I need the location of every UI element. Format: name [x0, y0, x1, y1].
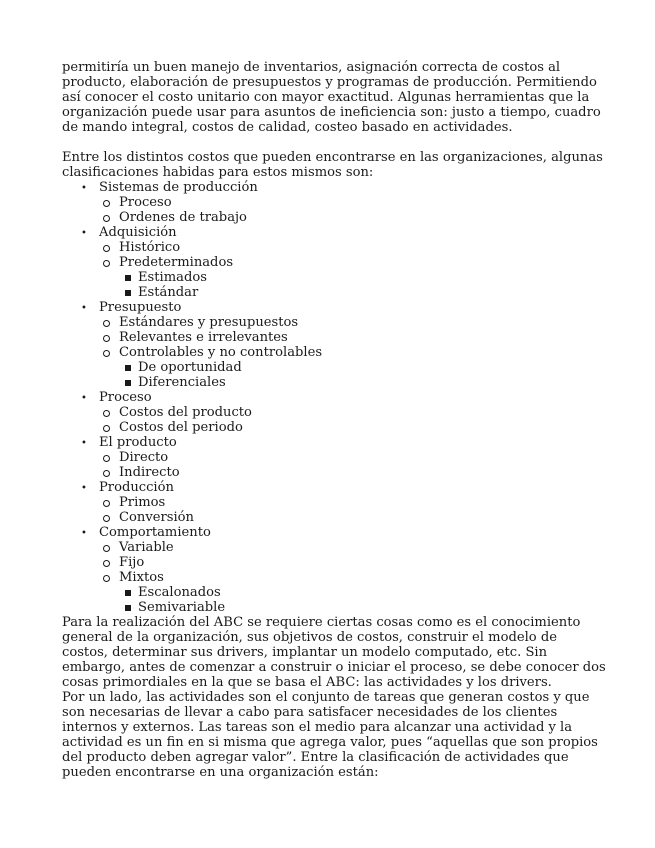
list-item: [119, 285, 622, 300]
list-item-label: Mixtos: [119, 570, 164, 585]
list-item-label: Semivariable: [138, 600, 226, 615]
list-item: [99, 240, 622, 255]
list-item: [119, 585, 622, 600]
list-item: [99, 510, 622, 525]
sublist: [99, 495, 622, 525]
text-line: así conocer el costo unitario con mayor exactitud. Algunas herramientas que la: [62, 90, 590, 105]
list-item-label: El producto: [99, 435, 177, 450]
classification-list: [62, 180, 622, 615]
bullet-circle-icon: [103, 425, 110, 432]
list-intro-paragraph: [62, 150, 622, 180]
list-item: [99, 210, 622, 225]
bullet-disc-icon: [80, 480, 88, 496]
list-item-label: De oportunidad: [138, 360, 242, 375]
list-item: [62, 390, 622, 435]
bullet-circle-icon: [103, 335, 110, 342]
text-line: embargo, antes de comenzar a construir o iniciar el proceso, se debe conocer dos: [62, 660, 606, 675]
text-line: internos y externos. Las tareas son el medio para alcanzar una actividad y la: [62, 720, 573, 735]
text-line: general de la organización, sus objetivos de costos, construir el modelo de: [62, 630, 557, 645]
list-item-label: Estimados: [138, 270, 207, 285]
list-item: [99, 195, 622, 210]
sublist: [119, 270, 622, 300]
list-item-label: Histórico: [119, 240, 181, 255]
list-item: [99, 495, 622, 510]
list-item: [99, 555, 622, 570]
text-line: clasificaciones habidas para estos mismos son:: [62, 165, 374, 180]
intro-paragraph: [62, 60, 622, 135]
sublist: [99, 315, 622, 390]
list-item-label: Conversión: [119, 510, 194, 525]
list-item: [62, 480, 622, 525]
list-item: [99, 405, 622, 420]
list-item: [99, 345, 622, 390]
list-item: [99, 315, 622, 330]
list-item: [99, 540, 622, 555]
list-item-label: Presupuesto: [99, 300, 182, 315]
bullet-circle-icon: [103, 215, 110, 222]
sublist: [119, 360, 622, 390]
list-item: [99, 450, 622, 465]
text-line: cosas primordiales en la que se basa el ABC: las actividades y los drivers.: [62, 675, 552, 690]
sublist: [99, 240, 622, 300]
list-item: [99, 570, 622, 615]
bullet-circle-icon: [103, 500, 110, 507]
list-item-label: Fijo: [119, 555, 145, 570]
list-item-label: Costos del periodo: [119, 420, 243, 435]
list-item-label: Proceso: [99, 390, 152, 405]
list-item-label: Directo: [119, 450, 169, 465]
bullet-circle-icon: [103, 470, 110, 477]
text-line: Para la realización del ABC se requiere ciertas cosas como es el conocimiento: [62, 615, 581, 630]
list-item-label: Proceso: [119, 195, 172, 210]
bullet-circle-icon: [103, 560, 110, 567]
bullet-circle-icon: [103, 410, 110, 417]
list-item: [99, 330, 622, 345]
list-item-label: Controlables y no controlables: [119, 345, 323, 360]
sublist: [99, 195, 622, 225]
abc-paragraph: [62, 615, 622, 690]
sublist: [99, 450, 622, 480]
list-item-label: Costos del producto: [119, 405, 252, 420]
sublist: [99, 405, 622, 435]
bullet-square-icon: [125, 605, 131, 611]
list-item-label: Variable: [119, 540, 174, 555]
list-item: [62, 525, 622, 615]
list-item-label: Estándares y presupuestos: [119, 315, 299, 330]
list-item: [119, 360, 622, 375]
list-item-label: Primos: [119, 495, 166, 510]
list-item: [119, 375, 622, 390]
list-item-label: Indirecto: [119, 465, 180, 480]
bullet-square-icon: [125, 290, 131, 296]
list-item-label: Escalonados: [138, 585, 221, 600]
bullet-circle-icon: [103, 515, 110, 522]
list-item-label: Estándar: [138, 285, 199, 300]
text-line: de mando integral, costos de calidad, costeo basado en actividades.: [62, 120, 513, 135]
bullet-circle-icon: [103, 200, 110, 207]
list-item-label: Producción: [99, 480, 174, 495]
sublist: [99, 540, 622, 615]
bullet-disc-icon: [80, 300, 88, 316]
text-line: son necesarias de llevar a cabo para satisfacer necesidades de los clientes: [62, 705, 558, 720]
list-item-label: Adquisición: [99, 225, 177, 240]
text-line: organización puede usar para asuntos de ineficiencia son: justo a tiempo, cuadro: [62, 105, 601, 120]
paragraph-gap: [62, 135, 622, 150]
text-line: costos, determinar sus drivers, implantar un modelo computado, etc. Sin: [62, 645, 548, 660]
bullet-disc-icon: [80, 180, 88, 196]
bullet-circle-icon: [103, 455, 110, 462]
list-item: [99, 255, 622, 300]
bullet-square-icon: [125, 275, 131, 281]
bullet-circle-icon: [103, 260, 110, 267]
bullet-circle-icon: [103, 350, 110, 357]
list-item: [99, 420, 622, 435]
text-line: Entre los distintos costos que pueden encontrarse en las organizaciones, algunas: [62, 150, 603, 165]
bullet-disc-icon: [80, 525, 88, 541]
bullet-square-icon: [125, 590, 131, 596]
list-item-label: Sistemas de producción: [99, 180, 258, 195]
list-item: [62, 435, 622, 480]
text-line: pueden encontrarse en una organización están:: [62, 765, 379, 780]
list-item: [119, 270, 622, 285]
list-item: [62, 225, 622, 300]
bullet-disc-icon: [80, 435, 88, 451]
bullet-circle-icon: [103, 320, 110, 327]
text-line: permitiría un buen manejo de inventarios, asignación correcta de costos al: [62, 60, 561, 75]
bullet-disc-icon: [80, 390, 88, 406]
text-line: Por un lado, las actividades son el conjunto de tareas que generan costos y que: [62, 690, 590, 705]
list-item-label: Diferenciales: [138, 375, 226, 390]
bullet-disc-icon: [80, 225, 88, 241]
activities-paragraph: [62, 690, 622, 780]
list-item-label: Ordenes de trabajo: [119, 210, 247, 225]
document-page: [62, 60, 622, 780]
list-item-label: Comportamiento: [99, 525, 211, 540]
text-line: del producto deben agregar valor”. Entre la clasificación de actividades que: [62, 750, 569, 765]
bullet-circle-icon: [103, 575, 110, 582]
list-item: [119, 600, 622, 615]
list-item-label: Relevantes e irrelevantes: [119, 330, 288, 345]
text-line: producto, elaboración de presupuestos y programas de producción. Permitiendo: [62, 75, 597, 90]
list-item: [62, 180, 622, 225]
list-item: [99, 465, 622, 480]
list-item-label: Predeterminados: [119, 255, 234, 270]
list-item: [62, 300, 622, 390]
bullet-square-icon: [125, 365, 131, 371]
sublist: [119, 585, 622, 615]
text-line: actividad es un fin en si misma que agrega valor, pues “aquellas que son propios: [62, 735, 598, 750]
bullet-square-icon: [125, 380, 131, 386]
bullet-circle-icon: [103, 245, 110, 252]
bullet-circle-icon: [103, 545, 110, 552]
